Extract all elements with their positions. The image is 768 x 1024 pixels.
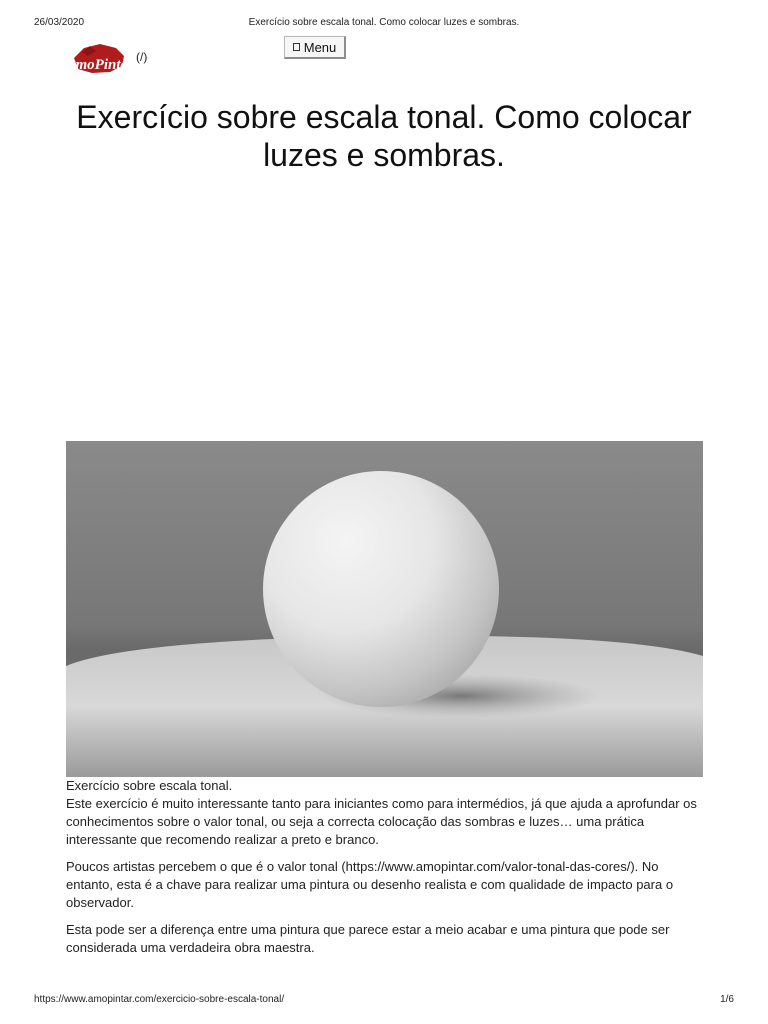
article-paragraph: Esta pode ser a diferença entre uma pintura que parece estar a meio acabar e uma pintura que pode ser considerada uma verdadeira obra maestra. <box>66 922 670 955</box>
page-number: 1/6 <box>720 994 734 1005</box>
article-paragraph: Poucos artistas percebem o que é o valor tonal (https://www.amopintar.com/valor-tonal-das-cores/). No entanto, esta é a chave para realizar uma pintura ou desenho realista e com qualidade de impacto para o observador. <box>66 859 674 910</box>
article-body <box>66 777 706 966</box>
article-paragraph: Este exercício é muito interessante tanto para iniciantes como para intermédios, já que ajuda a aprofundar os conhecimentos sobre o valor tonal, ou seja a correcta colocação das sombras e luzes… uma prática interessante que recomendo realizar a preto e branco. <box>66 796 697 847</box>
image-caption: Exercício sobre escala tonal. <box>66 778 233 793</box>
menu-button[interactable] <box>284 36 346 59</box>
sphere-photo <box>66 441 703 777</box>
logo-home-link[interactable]: (/) <box>136 50 148 64</box>
logo-text: amoPintar <box>68 57 134 73</box>
print-document-title: Exercício sobre escala tonal. Como colocar luzes e sombras. <box>248 17 520 28</box>
menu-label: Menu <box>303 39 337 55</box>
print-url: https://www.amopintar.com/exercicio-sobre-escala-tonal/ <box>34 994 285 1005</box>
menu-icon <box>293 43 300 51</box>
print-date: 26/03/2020 <box>34 17 85 28</box>
page-title: Exercício sobre escala tonal. Como colocar luzes e sombras. <box>76 99 692 173</box>
